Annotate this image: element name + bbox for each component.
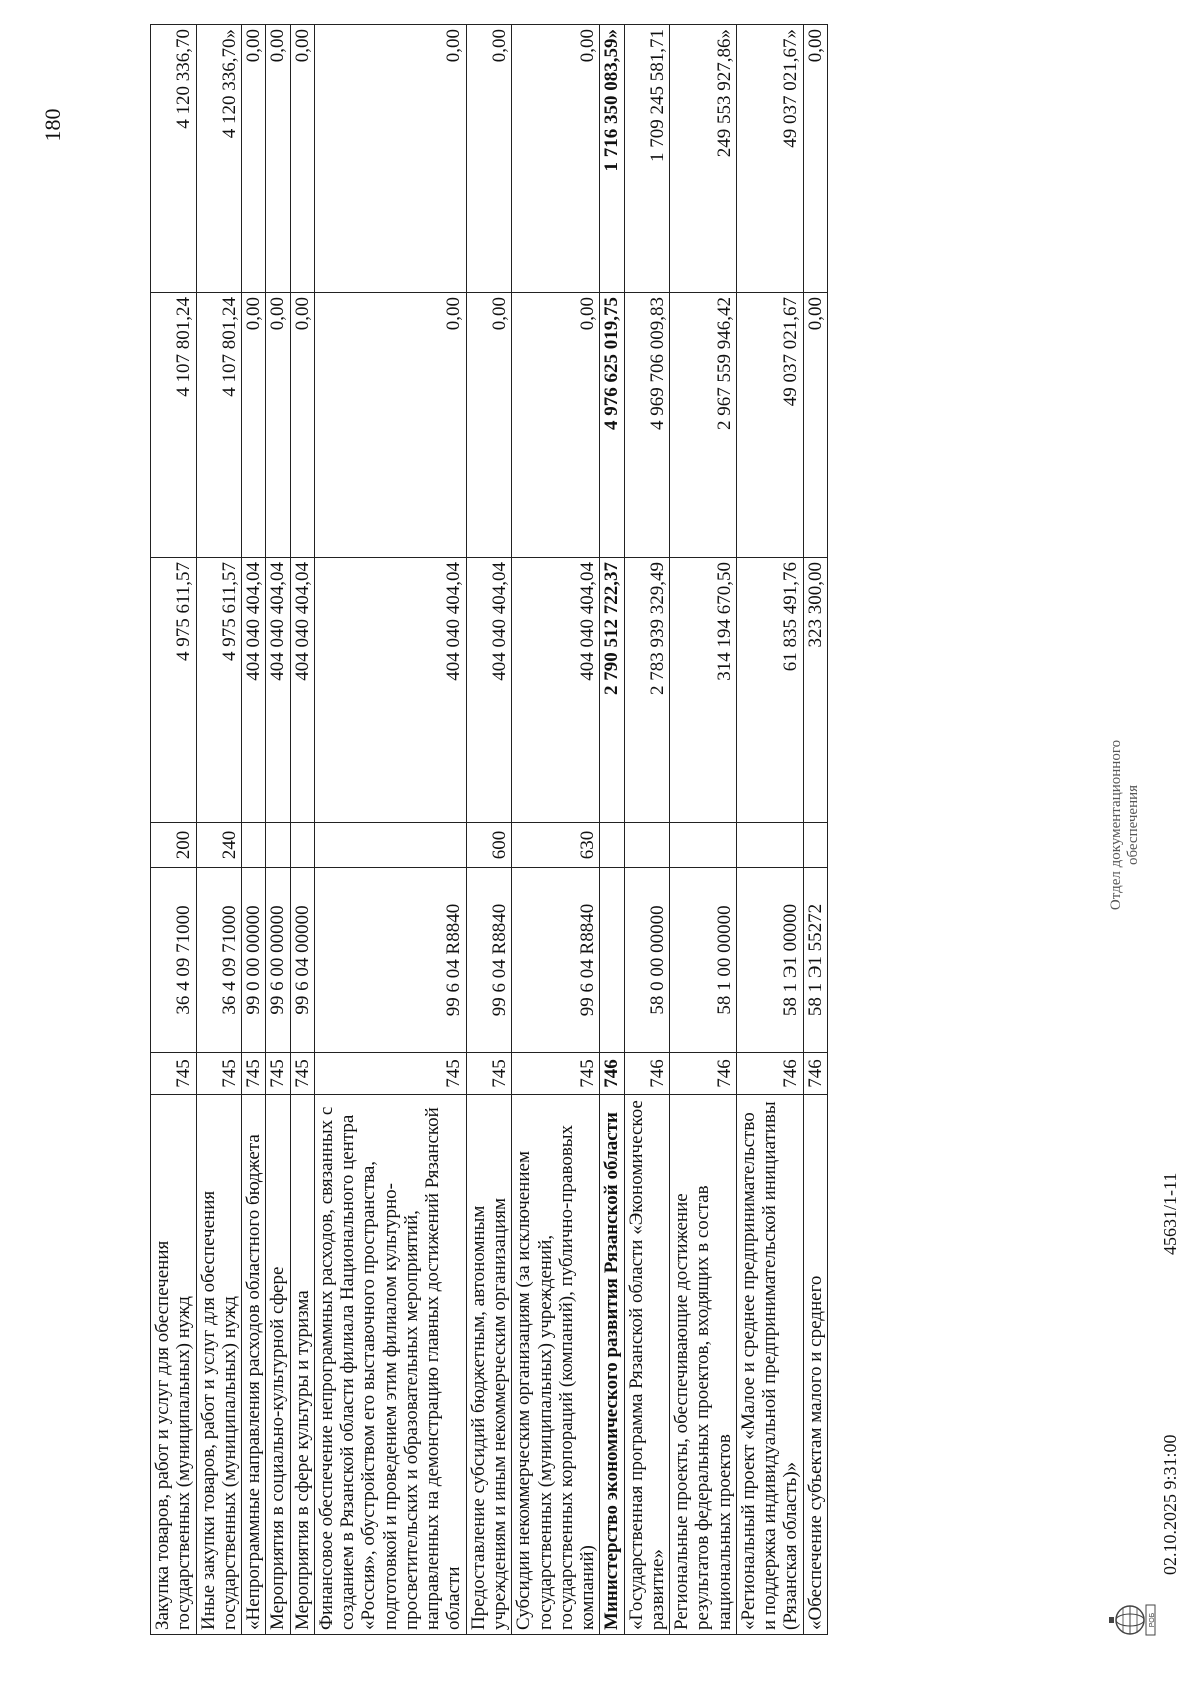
cell-amount-2027: 249 553 927,86» <box>670 25 737 293</box>
cell-description: Министерство экономического развития Рязанской области <box>600 1095 624 1635</box>
table-row <box>196 25 242 1635</box>
cell-target-article: 99 6 04 00000 <box>290 868 314 1053</box>
cell-ministry-code: 745 <box>151 1053 197 1095</box>
cell-ministry-code: 745 <box>512 1053 600 1095</box>
cell-amount-2025: 404 040 404,04 <box>314 558 466 823</box>
cell-amount-2027: 4 120 336,70» <box>196 25 242 293</box>
cell-expense-type: 240 <box>196 823 242 868</box>
cell-amount-2027: 0,00 <box>242 25 266 293</box>
cell-expense-type <box>624 823 670 868</box>
cell-target-article: 99 6 00 00000 <box>266 868 290 1053</box>
table-row <box>466 25 512 1635</box>
cell-target-article: 99 6 04 R8840 <box>466 868 512 1053</box>
cell-amount-2027: 0,00 <box>512 25 600 293</box>
cell-expense-type: 600 <box>466 823 512 868</box>
cell-amount-2025: 314 194 670,50 <box>670 558 737 823</box>
footer-date: 02.10.2025 9:31:00 <box>1160 1434 1180 1575</box>
cell-amount-2027: 0,00 <box>803 25 827 293</box>
cell-amount-2025: 4 975 611,57 <box>151 558 197 823</box>
cell-expense-type <box>670 823 737 868</box>
cell-amount-2025: 404 040 404,04 <box>242 558 266 823</box>
cell-amount-2025: 323 300,00 <box>803 558 827 823</box>
cell-target-article <box>600 868 624 1053</box>
cell-target-article: 58 1 Э1 00000 <box>736 868 803 1053</box>
cell-expense-type <box>736 823 803 868</box>
cell-amount-2026: 4 107 801,24 <box>151 293 197 558</box>
cell-amount-2026: 0,00 <box>466 293 512 558</box>
table-row <box>314 25 466 1635</box>
cell-amount-2025: 61 835 491,76 <box>736 558 803 823</box>
table-row <box>242 25 266 1635</box>
cell-amount-2026: 4 107 801,24 <box>196 293 242 558</box>
cell-amount-2025: 404 040 404,04 <box>266 558 290 823</box>
table-row <box>670 25 737 1635</box>
cell-amount-2025: 2 790 512 722,37 <box>600 558 624 823</box>
cell-ministry-code: 745 <box>266 1053 290 1095</box>
table-row <box>624 25 670 1635</box>
cell-amount-2026: 0,00 <box>242 293 266 558</box>
cell-amount-2026: 49 037 021,67 <box>736 293 803 558</box>
svg-text:РОБ: РОБ <box>1149 1612 1156 1628</box>
cell-target-article: 99 0 00 00000 <box>242 868 266 1053</box>
cell-description: «Государственная программа Рязанской области «Экономическое развитие» <box>624 1095 670 1635</box>
cell-amount-2025: 404 040 404,04 <box>466 558 512 823</box>
cell-description: Иные закупки товаров, работ и услуг для обеспечения государственных (муниципальных) нужд <box>196 1095 242 1635</box>
cell-description: Предоставление субсидий бюджетным, автономным учреждениям и иным некоммерческим организациям <box>466 1095 512 1635</box>
cell-ministry-code: 745 <box>196 1053 242 1095</box>
cell-amount-2026: 4 969 706 009,83 <box>624 293 670 558</box>
cell-amount-2026: 0,00 <box>803 293 827 558</box>
cell-amount-2026: 0,00 <box>512 293 600 558</box>
cell-expense-type <box>314 823 466 868</box>
cell-ministry-code: 746 <box>670 1053 737 1095</box>
cell-expense-type <box>803 823 827 868</box>
footer-code: 45631/1-11 <box>1160 1172 1180 1255</box>
cell-target-article: 58 1 Э1 55272 <box>803 868 827 1053</box>
cell-description: «Обеспечение субъектам малого и среднего <box>803 1095 827 1635</box>
cell-amount-2025: 404 040 404,04 <box>290 558 314 823</box>
cell-amount-2026: 0,00 <box>266 293 290 558</box>
cell-target-article: 36 4 09 71000 <box>196 868 242 1053</box>
department-stamp <box>1108 700 1142 950</box>
stamp-line-2: обеспечения <box>1125 784 1141 866</box>
cell-amount-2026: 0,00 <box>290 293 314 558</box>
cell-amount-2027: 1 709 245 581,71 <box>624 25 670 293</box>
cell-ministry-code: 746 <box>803 1053 827 1095</box>
cell-expense-type <box>242 823 266 868</box>
cell-description: Региональные проекты, обеспечивающие достижение результатов федеральных проектов, входящих в состав национальных проектов <box>670 1095 737 1635</box>
cell-amount-2026: 2 967 559 946,42 <box>670 293 737 558</box>
cell-amount-2027: 0,00 <box>466 25 512 293</box>
cell-ministry-code: 745 <box>242 1053 266 1095</box>
cell-amount-2027: 0,00 <box>266 25 290 293</box>
cell-amount-2027: 0,00 <box>290 25 314 293</box>
emblem-logo <box>1108 1597 1164 1643</box>
table-row <box>803 25 827 1635</box>
stamp-line-1: Отдел документационного <box>1108 739 1124 911</box>
cell-expense-type <box>266 823 290 868</box>
table-row <box>151 25 197 1635</box>
cell-amount-2027: 0,00 <box>314 25 466 293</box>
cell-target-article: 58 1 00 00000 <box>670 868 737 1053</box>
cell-description: Мероприятия в сфере культуры и туризма <box>290 1095 314 1635</box>
cell-amount-2027: 1 716 350 083,59» <box>600 25 624 293</box>
cell-description: «Непрограммные направления расходов областного бюджета <box>242 1095 266 1635</box>
cell-target-article: 99 6 04 R8840 <box>512 868 600 1053</box>
cell-expense-type: 200 <box>151 823 197 868</box>
table-row <box>266 25 290 1635</box>
cell-amount-2026: 4 976 625 019,75 <box>600 293 624 558</box>
cell-target-article: 99 6 04 R8840 <box>314 868 466 1053</box>
page-number: 180 <box>40 108 65 142</box>
cell-ministry-code: 745 <box>314 1053 466 1095</box>
cell-description: Финансовое обеспечение непрограммных расходов, связанных с созданием в Рязанской области филиала Национального центра «Россия», обустройством его выставочного пространства, подготовкой и проведением этим филиалом культурно-просветительских и образовательных мероприятий, направленных на демонстрацию главных достижений Рязанской области <box>314 1095 466 1635</box>
cell-amount-2025: 404 040 404,04 <box>512 558 600 823</box>
cell-amount-2025: 2 783 939 329,49 <box>624 558 670 823</box>
table-row <box>736 25 803 1635</box>
cell-ministry-code: 746 <box>600 1053 624 1095</box>
budget-table <box>150 24 828 1635</box>
cell-amount-2025: 4 975 611,57 <box>196 558 242 823</box>
table-row <box>290 25 314 1635</box>
cell-expense-type <box>600 823 624 868</box>
cell-description: «Региональный проект «Малое и среднее предпринимательство и поддержка индивидуальной предпринимательской инициативы (Рязанская область)» <box>736 1095 803 1635</box>
cell-ministry-code: 746 <box>736 1053 803 1095</box>
table-row <box>512 25 600 1635</box>
cell-description: Субсидии некоммерческим организациям (за исключением государственных (муниципальных) учреждений, государственных корпораций (компаний), публично-правовых компаний) <box>512 1095 600 1635</box>
cell-amount-2027: 4 120 336,70 <box>151 25 197 293</box>
cell-ministry-code: 746 <box>624 1053 670 1095</box>
cell-ministry-code: 745 <box>290 1053 314 1095</box>
cell-target-article: 58 0 00 00000 <box>624 868 670 1053</box>
cell-target-article: 36 4 09 71000 <box>151 868 197 1053</box>
cell-amount-2027: 49 037 021,67» <box>736 25 803 293</box>
cell-description: Закупка товаров, работ и услуг для обеспечения государственных (муниципальных) нужд <box>151 1095 197 1635</box>
cell-description: Мероприятия в социально-культурной сфере <box>266 1095 290 1635</box>
cell-amount-2026: 0,00 <box>314 293 466 558</box>
table-row <box>600 25 624 1635</box>
cell-ministry-code: 745 <box>466 1053 512 1095</box>
cell-expense-type: 630 <box>512 823 600 868</box>
cell-expense-type <box>290 823 314 868</box>
